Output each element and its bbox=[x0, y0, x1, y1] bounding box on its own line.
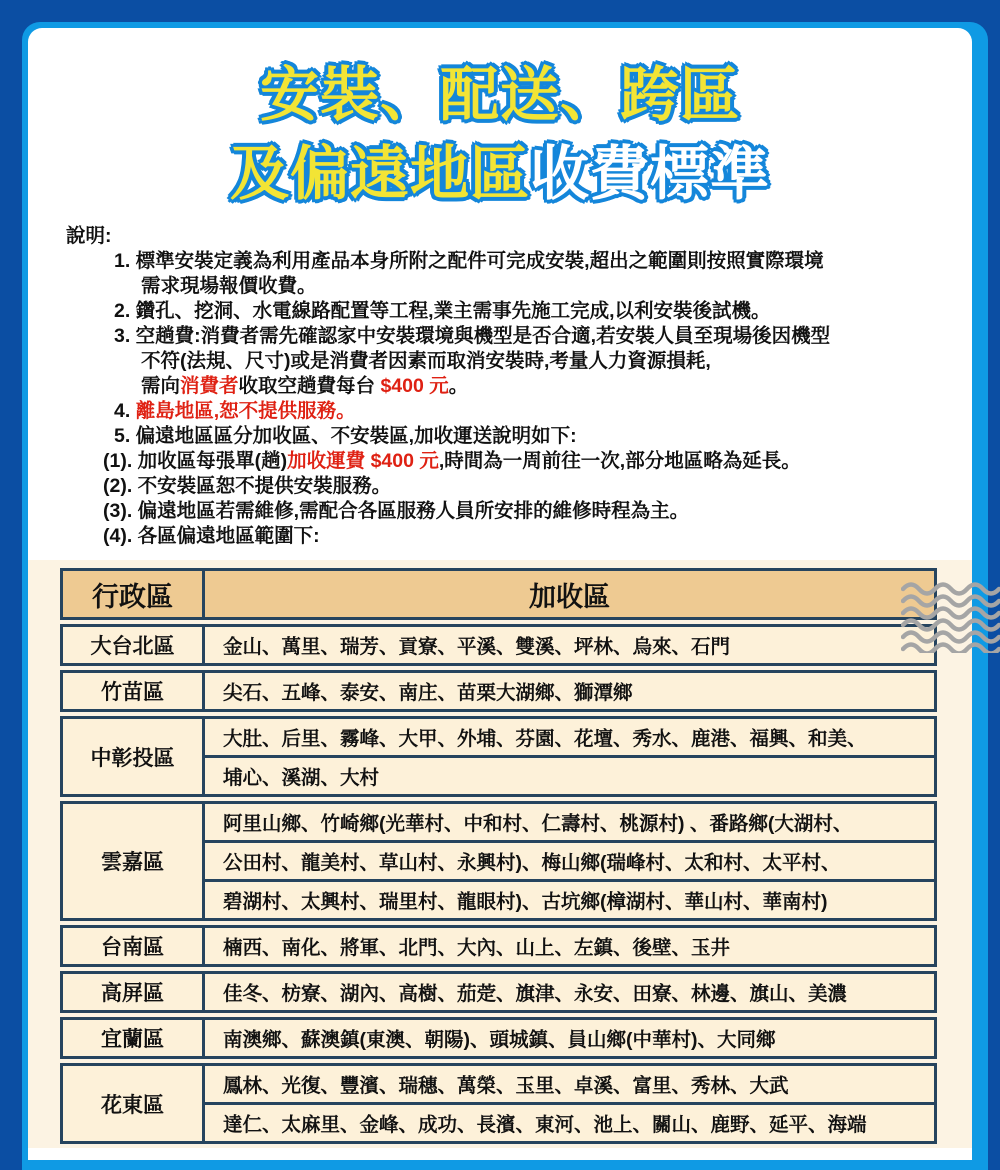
intro-line bbox=[114, 299, 972, 324]
surcharge-line: 南澳鄉、蘇澳鎮(東澳、朝陽)、頭城鎮、員山鄉(中華村)、大同鄉 bbox=[223, 1029, 776, 1051]
red-highlight-text: 消費者 bbox=[180, 375, 239, 397]
text-segment: (4). 各區偏遠地區範圍下: bbox=[103, 525, 320, 547]
red-highlight-text: $400 元 bbox=[380, 375, 449, 397]
surcharge-line: 埔心、溪湖、大村 bbox=[205, 755, 934, 794]
text-segment: ,時間為一周前往一次,部分地區略為延長。 bbox=[438, 450, 801, 472]
table-row-group bbox=[60, 1017, 937, 1059]
text-segment: (2). 不安裝區恕不提供安裝服務。 bbox=[103, 475, 392, 497]
surcharge-lines-cell bbox=[205, 804, 934, 918]
intro-line bbox=[114, 424, 972, 449]
region-name-cell: 高屏區 bbox=[63, 974, 205, 1010]
text-segment: 收取空趟費每台 bbox=[238, 375, 381, 397]
wavy-lines-decoration bbox=[901, 581, 1000, 653]
header-surcharge-cell bbox=[205, 571, 934, 617]
text-segment: 需求現場報價收費。 bbox=[141, 275, 317, 297]
surcharge-lines-cell bbox=[205, 719, 934, 794]
surcharge-lines-cell bbox=[205, 1020, 934, 1056]
title-line-2 bbox=[28, 135, 972, 214]
table-row-group bbox=[60, 716, 937, 797]
table-row-group bbox=[60, 925, 937, 967]
text-segment: (1). 加收區每張單(趟) bbox=[103, 450, 288, 472]
table-row-group bbox=[60, 670, 937, 712]
intro-line bbox=[103, 449, 972, 474]
table-row-group bbox=[60, 971, 937, 1013]
text-segment: 2. 鑽孔、挖洞、水電線路配置等工程,業主需事先施工完成,以利安裝後試機。 bbox=[114, 300, 771, 322]
region-table bbox=[60, 568, 937, 1148]
region-name-cell: 中彰投區 bbox=[63, 719, 205, 794]
title-line-1 bbox=[28, 56, 972, 135]
surcharge-line: 加收區 bbox=[529, 581, 610, 612]
explanation-section bbox=[28, 224, 972, 549]
table-row-group bbox=[60, 1063, 937, 1144]
surcharge-line: 金山、萬里、瑞芳、貢寮、平溪、雙溪、坪林、烏來、石門 bbox=[223, 636, 731, 658]
surcharge-lines-cell bbox=[205, 627, 934, 663]
table-row-group bbox=[60, 624, 937, 666]
region-name-cell: 宜蘭區 bbox=[63, 1020, 205, 1056]
surcharge-line: 楠西、南化、將軍、北門、大內、山上、左鎮、後壁、玉井 bbox=[223, 937, 731, 959]
region-name-cell: 台南區 bbox=[63, 928, 205, 964]
surcharge-line: 鳳林、光復、豐濱、瑞穗、萬榮、玉里、卓溪、富里、秀林、大武 bbox=[223, 1075, 789, 1097]
intro-line bbox=[114, 324, 972, 349]
intro-line bbox=[141, 349, 972, 374]
region-name-cell: 雲嘉區 bbox=[63, 804, 205, 918]
surcharge-line: 阿里山鄉、竹崎鄉(光華村、中和村、仁壽村、桃源村) 、番路鄉(大湖村、 bbox=[223, 813, 853, 835]
surcharge-lines-cell bbox=[205, 1066, 934, 1141]
intro-line bbox=[114, 399, 972, 424]
text-segment: 3. 空趟費:消費者需先確認家中安裝環境與機型是否合適,若安裝人員至現場後因機型 bbox=[114, 325, 831, 347]
region-name-cell: 大台北區 bbox=[63, 627, 205, 663]
title-line1-text: 安裝、配送、跨區 bbox=[259, 62, 740, 128]
header-region-cell: 行政區 bbox=[63, 571, 205, 617]
intro-line bbox=[141, 274, 972, 299]
text-segment: 不符(法規、尺寸)或是消費者因素而取消安裝時,考量人力資源損耗, bbox=[141, 350, 711, 372]
title-line2-white-text: 收費標準 bbox=[530, 141, 771, 207]
table-header-row bbox=[60, 568, 937, 620]
surcharge-line: 大肚、后里、霧峰、大甲、外埔、芬園、花壇、秀水、鹿港、福興、和美、 bbox=[223, 728, 867, 750]
region-name-cell: 花東區 bbox=[63, 1066, 205, 1141]
page-title bbox=[28, 56, 972, 214]
title-line2-yellow-text: 及偏遠地區 bbox=[229, 141, 530, 207]
surcharge-lines-cell bbox=[205, 974, 934, 1010]
text-segment: (3). 偏遠地區若需維修,需配合各區服務人員所安排的維修時程為主。 bbox=[103, 500, 690, 522]
table-background-band bbox=[28, 560, 972, 1148]
page-content-area bbox=[28, 28, 972, 1160]
red-highlight-text: 加收運費 $400 元 bbox=[287, 450, 439, 472]
text-segment: 需向 bbox=[141, 375, 181, 397]
text-segment: 1. 標準安裝定義為利用產品本身所附之配件可完成安裝,超出之範圍則按照實際環境 bbox=[114, 250, 824, 272]
red-highlight-text: 離島地區,恕不提供服務。 bbox=[135, 400, 356, 422]
intro-line bbox=[66, 224, 972, 249]
text-segment: 4. bbox=[114, 400, 136, 422]
surcharge-line: 佳冬、枋寮、湖內、高樹、茄萣、旗津、永安、田寮、林邊、旗山、美濃 bbox=[223, 983, 848, 1005]
surcharge-line: 達仁、太麻里、金峰、成功、長濱、東河、池上、關山、鹿野、延平、海端 bbox=[205, 1102, 934, 1141]
intro-line bbox=[141, 374, 972, 399]
surcharge-lines-cell bbox=[205, 928, 934, 964]
text-segment: 。 bbox=[448, 375, 469, 397]
table-row-group bbox=[60, 801, 937, 921]
surcharge-line: 尖石、五峰、泰安、南庄、苗栗大湖鄉、獅潭鄉 bbox=[223, 682, 633, 704]
surcharge-line: 碧湖村、太興村、瑞里村、龍眼村)、古坑鄉(樟湖村、華山村、華南村) bbox=[205, 879, 934, 918]
surcharge-line: 公田村、龍美村、草山村、永興村)、梅山鄉(瑞峰村、太和村、太平村、 bbox=[205, 840, 934, 879]
intro-line bbox=[103, 499, 972, 524]
text-segment: 5. 偏遠地區區分加收區、不安裝區,加收運送說明如下: bbox=[114, 425, 577, 447]
intro-line bbox=[103, 474, 972, 499]
region-name-cell: 竹苗區 bbox=[63, 673, 205, 709]
intro-line bbox=[114, 249, 972, 274]
surcharge-lines-cell bbox=[205, 673, 934, 709]
intro-line bbox=[103, 524, 972, 549]
text-segment: 說明: bbox=[66, 225, 112, 247]
